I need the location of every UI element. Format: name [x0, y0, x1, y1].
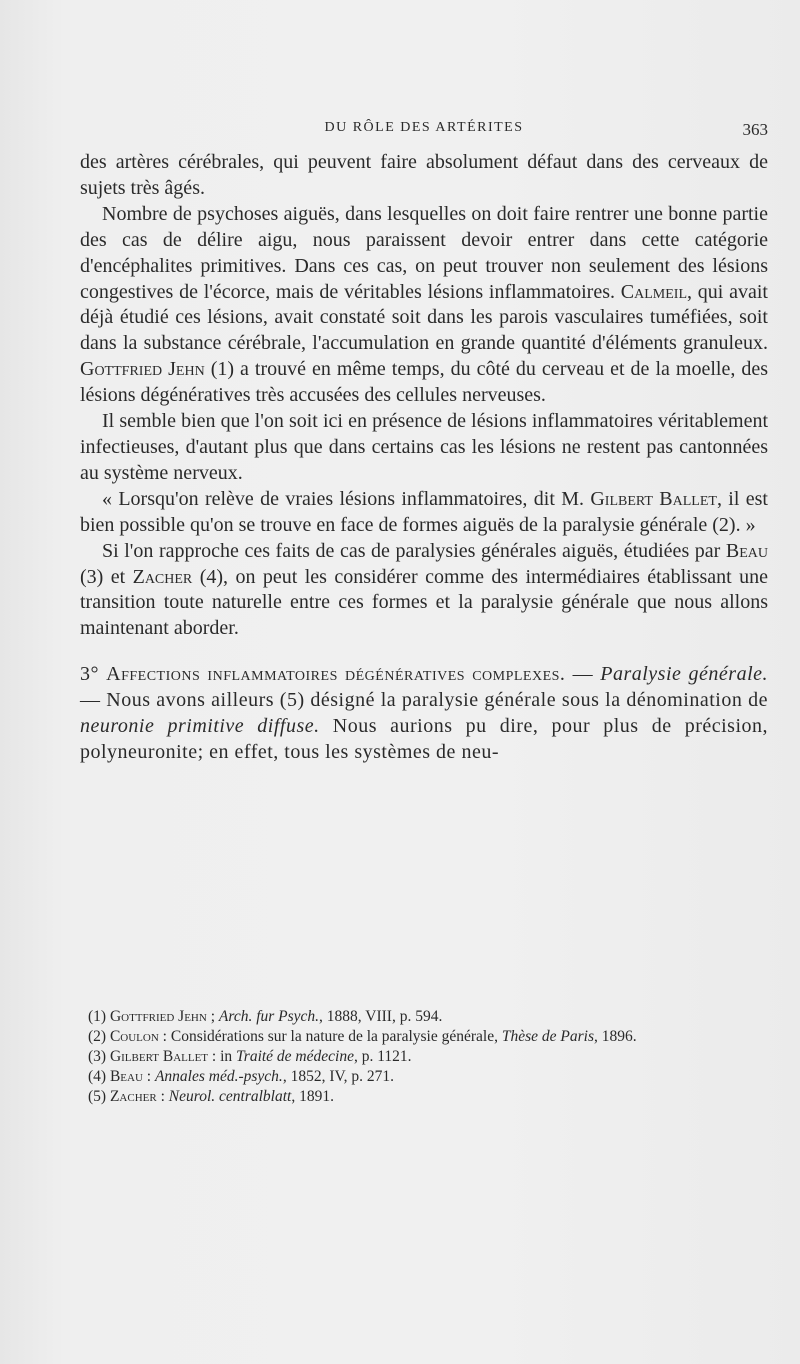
paragraph-1: des artères cérébrales, qui peuvent faire absolument défaut dans des cerveaux de sujets très âgés. [80, 151, 768, 199]
section-subtitle: Paralysie générale. [600, 663, 769, 686]
paragraph-5: Si l'on rapproche ces faits de cas de paralysies générales aiguës, étudiées par Beau (3) et Zacher (4), on peut les considérer comme des intermédiaires établissant une transition toute naturelle entre ces formes et la paralysie générale que nous allons maintenant aborder. [80, 539, 768, 640]
author-name: Gilbert Ballet [590, 487, 717, 510]
footnote: (3) Gilbert Ballet : in Traité de médecine, p. 1121. [88, 1048, 412, 1065]
term: neuronie primitive diffuse. [80, 715, 320, 738]
footnote: (1) Gottfried Jehn ; Arch. fur Psych., 1888, VIII, p. 594. [88, 1008, 443, 1025]
footnote: (4) Beau : Annales méd.-psych., 1852, IV, p. 271. [88, 1068, 395, 1085]
author-name: Beau [725, 539, 768, 562]
page-header [80, 120, 768, 144]
author-name: Zacher [132, 565, 193, 588]
footnotes [88, 1007, 768, 1107]
page-number: 363 [742, 120, 768, 139]
section-heading: 3° Affections inflammatoires dégénératives complexes. — Paralysie générale. — Nous avons ailleurs (5) désigné la paralysie générale sous la dénomination de neuronie primitive diffuse. Nous aurions pu dire, pour plus de précision, polyneuronite; en effet, tous les systèmes de neu- [80, 663, 769, 763]
paragraph-4: « Lorsqu'on relève de vraies lésions inflammatoires, dit M. Gilbert Ballet, il est bien possible qu'on se trouve en face de formes aiguës de la paralysie générale (2). » [80, 487, 768, 536]
paragraph-3: Il semble bien que l'on soit ici en présence de lésions inflammatoires véritablement infectieuses, d'autant plus que dans certains cas les lésions ne restent pas cantonnées au système nerveux. [80, 410, 768, 484]
footnote: (5) Zacher : Neurol. centralblatt, 1891. [88, 1088, 334, 1105]
footnote: (2) Coulon : Considérations sur la nature de la paralysie générale, Thèse de Paris, 1896. [88, 1028, 637, 1045]
body-text [80, 150, 768, 766]
section-title: Affections inflammatoires dégénératives complexes. [106, 663, 566, 686]
running-head: DU RÔLE DES ARTÉRITES [324, 120, 524, 135]
paragraph-2: Nombre de psychoses aiguës, dans lesquelles on doit faire rentrer une bonne partie des cas de délire aigu, nous paraissent devoir entrer dans cette catégorie d'encéphalites primitives. Dans ces cas, on peut trouver non seulement des lésions congestives de l'écorce, mais de véritables lésions inflammatoires. Calmeil, qui avait déjà étudié ces lésions, avait constaté soit dans les parois vasculaires tuméfiées, soit dans la substance cérébrale, l'accumulation en grande quantité d'éléments granuleux. Gottfried Jehn (1) a trouvé en même temps, du côté du cerveau et de la moelle, des lésions dégénératives très accusées des cellules nerveuses. [80, 202, 768, 407]
author-name: Gottfried Jehn [80, 358, 205, 381]
author-name: Calmeil [620, 280, 687, 303]
